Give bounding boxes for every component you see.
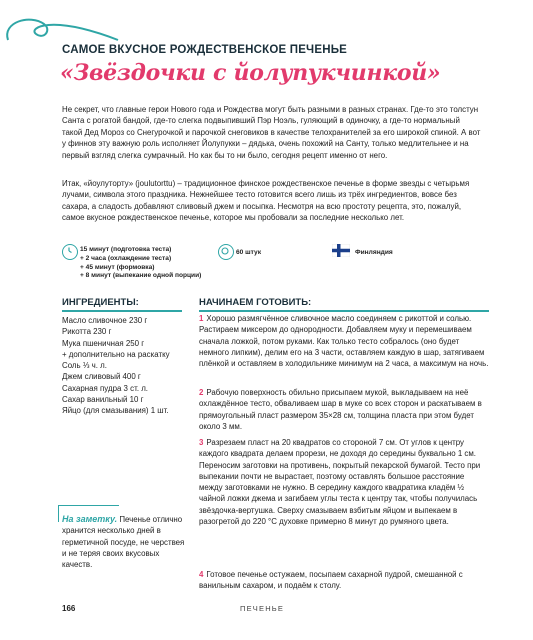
- ingredient-item: Сахар ванильный 10 г: [62, 395, 144, 405]
- step-1: [199, 313, 489, 369]
- step-text: Готовое печенье остужаем, посыпаем сахарной пудрой, смешанной с ванильным сахаром, и подаём к столу.: [199, 570, 463, 591]
- step-3: [199, 437, 489, 527]
- intro-paragraph-2: Итак, «йоулуторту» (joulutorttu) – традиционное финское рождественское печенье в форме звезды с четырьмя лучами, символа этого праздника. Нежнейшее тесто готовится всего лишь из трёх ингредиентов, вовсе без сахара, а сладость добавляют сливовый джем и посыпка. Несмотря на всю простоту рецепта, это, пожалуй, самое вкусное рождественское печенье, которое мы пробовали за последние несколько лет.: [62, 179, 470, 223]
- step-text: Разрезаем пласт на 20 квадратов со стороной 7 см. От углов к центру каждого квадрата делаем прорези, не доходя до середины буквально 1 см. Переносим заготовки на противень, покрытый пекарской бумагой. Тесто при выпекании почти не вырастает, поэтому оставлять большое расстояние между заготовками не нужно. В середину каждого квадратика кладём ½ чайной ложки джема и загибаем углы теста к центру так, чтобы получилась звёздочка-вертушка. Сверху смазываем взбитым яйцом и выпекаем в разогретой до 220 °С духовке примерно 8 минут до румяного цвета.: [199, 438, 481, 527]
- steps-rule: [199, 310, 489, 312]
- time-prep: 15 минут (подготовка теста): [80, 246, 172, 253]
- country-label: Финляндия: [355, 249, 393, 256]
- ingredient-item: Джем сливовый 400 г: [62, 372, 141, 382]
- step-number: 2: [199, 388, 204, 397]
- servings-icon: [218, 244, 234, 260]
- steps-heading: НАЧИНАЕМ ГОТОВИТЬ:: [199, 297, 312, 308]
- ingredients-list: [62, 315, 170, 417]
- intro-paragraph-1: Не секрет, что главные герои Нового года и Рождества могут быть разными в разных странах. Где-то это толстун Санта с рогатой бандой, где-то слегка подвыпивший Пэр Ноэль, гуляющий в одиночку, а где-то нормальный такой Дед Мороз со Снегурочкой и парочкой снеговиков в качестве телохранителей за его широкой спиной. А вот у финнов эту важную роль исполняет Йолупукки – дядька, очень похожий на Санту, только медлительнее и на первый взгляд слегка сумрачный. Но как бы то ни было, сегодня рецепт именно от него.: [62, 105, 481, 160]
- recipe-title: «Звёздочки с йолупукчинкой»: [60, 60, 441, 86]
- note-text: Печенье отлично хранится несколько дней в герметичной посуде, не черствея и не теряя своих вкусовых качеств.: [62, 515, 185, 570]
- ingredient-item: Яйцо (для смазывания) 1 шт.: [62, 406, 169, 416]
- step-text: Рабочую поверхность обильно присыпаем мукой, выкладываем на неё охлаждённое тесто, обваливаем шар в муке со всех сторон и раскатываем в прямоугольный пласт размером 35×28 см, толщина пласта при этом будет около 3 мм.: [199, 388, 482, 431]
- decorative-swoosh: [0, 0, 120, 48]
- time-cool: + 2 часа (охлаждение теста): [80, 254, 172, 262]
- ingredient-item: Рикотта 230 г: [62, 327, 112, 337]
- step-number: 1: [199, 314, 204, 323]
- ingredients-heading: ИНГРЕДИЕНТЫ:: [62, 297, 139, 308]
- step-4: [199, 569, 489, 592]
- ingredient-item: Масло сливочное 230 г: [62, 316, 148, 325]
- finland-flag-icon: [332, 244, 350, 257]
- ingredient-item: + дополнительно на раскатку: [62, 349, 170, 359]
- time-shape: + 45 минут (формовка): [80, 263, 155, 271]
- step-text: Хорошо размягчённое сливочное масло соединяем с рикоттой и солью. Растираем миксером до однородности. Добавляем муку и перемешиваем сначала ложкой, потом руками. Как только тесто собралось (оно будет немного липким), делим его на 3 части, оставляем каждую в шар, затягиваем плёнкой и оставляем в холодильнике минимум на 2 часа, а максимум на ночь.: [199, 314, 489, 369]
- time-bake: + 8 минут (выпекание одной порции): [80, 272, 202, 280]
- note-block: [62, 514, 190, 570]
- ingredients-rule: [62, 310, 182, 312]
- servings-count: 60 штук: [236, 249, 262, 256]
- clock-icon: [62, 244, 78, 260]
- section-name: ПЕЧЕНЬЕ: [240, 604, 285, 613]
- ingredient-item: Сахарная пудра 3 ст. л.: [62, 383, 148, 393]
- ingredient-item: Соль ⅓ ч. л.: [62, 361, 107, 371]
- ingredient-item: Мука пшеничная 250 г: [62, 338, 145, 348]
- page-number: 166: [62, 604, 76, 613]
- recipe-subtitle: САМОЕ ВКУСНОЕ РОЖДЕСТВЕНСКОЕ ПЕЧЕНЬЕ: [62, 44, 348, 56]
- step-2: [199, 387, 489, 432]
- step-number: 4: [199, 570, 204, 579]
- note-title: На заметку.: [62, 514, 118, 524]
- time-info: [80, 246, 201, 281]
- step-number: 3: [199, 438, 204, 447]
